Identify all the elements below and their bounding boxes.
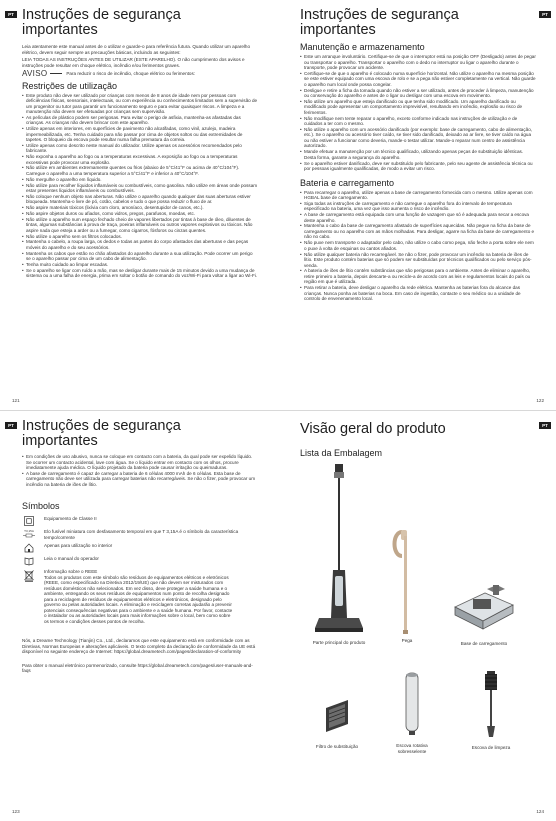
bullet-item: • Para recarregar o aparelho, utilize apenas a base de carregamento fornecida com o mesmo. Utilize apenas com HGBAL base de carregamento. [300, 190, 536, 201]
class-ii-icon [22, 516, 36, 526]
bullet-item: • A bateria de iões de lítio contém substâncias que são perigosas para o ambiente. Antes de eliminar o aparelho, retire primeiro a bateria, depois descarte-a ou recicle-a de acordo com as leis e regulamentos locais do país ou região em que é utilizada. [300, 268, 536, 285]
bullet-item: • Não aspire materiais tóxicos (lixívia com cloro, amoníaco, desentupidor de canos, etc.). [22, 205, 258, 211]
section-heading: Restrições de utilização [22, 80, 118, 91]
symbol-row [22, 556, 258, 566]
bullet-item: • Este produto não deve ser utilizado por crianças com menos de 8 anos de idade nem por pessoas com deficiências físicas, sensoriais, intelectuais, ou com experiência ou conhecimentos limitados sem a supervisão de um progenitor ou tutor para garantir um funcionamento seguro e para evitar quaisquer riscos. A limpeza e a manutenção não devem ser efetuadas por crianças sem supervisão. [22, 93, 258, 115]
bullet-item: • Não exponha o aparelho ao fogo ou a temperaturas excessivas. A exposição ao fogo ou a temperaturas excessivas pode provocar uma explosão. [22, 154, 258, 165]
bullet-item: • Não aspire objetos duros ou afiados, como vidros, pregos, parafusos, moedas, etc. [22, 211, 258, 217]
warning-rule [50, 73, 62, 74]
bullet-list [22, 454, 258, 487]
package-item [300, 458, 378, 646]
bullet-item: • A base de carregamento está equipada com uma função de vazagem que só é adequada para secar a escova deste aparelho. [300, 212, 536, 223]
page-number: 121 [12, 398, 20, 403]
charging-base-icon [449, 581, 519, 637]
page-124 [278, 411, 556, 821]
language-badge: PT [5, 11, 17, 18]
bullet-item: • Em condições de uso abusivo, nunca se coloque em contacto com a bateria, da qual pode ser expelido líquido. Se ocorrer um contacto acidental, lave com água. Se o líquido entrar em contacto com os olhos, procure imediatamente ajuda médica. O líquido projetado da bateria pode causar irritação ou queimaduras. [22, 454, 258, 471]
symbol-row [22, 529, 258, 540]
bullet-item: • Não utilize qualquer bateria não recarregável. Se não o fizer, pode provocar um incêndio na bateria de iões de lítio. Este produto contém baterias que só podem ser substituídas por técnicos qualificados ou pelo serviço pós-venda. [300, 252, 536, 269]
symbol-row [22, 543, 258, 553]
warning-label: AVISO [22, 69, 48, 78]
bullet-list-maintenance [300, 54, 536, 172]
bullet-list [22, 93, 258, 279]
fuse-icon [22, 529, 36, 539]
language-badge: PT [5, 422, 17, 429]
page-122 [278, 0, 556, 410]
replacement-filter-icon [320, 694, 354, 736]
bullet-item: • Para retirar a bateria, deve desligar o aparelho da rede elétrica. Mantenha as baterias fora do alcance das crianças. Nunca ponha as baterias na boca. Em caso de ingestão, contacte o seu médico ou a unidade de controlo de envenenamento local. [300, 285, 536, 302]
page-body [22, 44, 258, 279]
bullet-item: • Se o aparelho se ligar com ruído a mão, mas se desligar durante mais de 15 minutos devido a uma mudança de sistema ou a uma falha de energia, prima em soltar o botão de comando do voz/Wi-Fi para voltar a ligar ao Wi-Fi. [22, 268, 258, 279]
language-badge: PT [539, 422, 551, 429]
bullet-item: • Utilize apenas em interiores, em superfícies de pavimento não alcatifadas, como vinil, azulejo, madeira impermeabilizada, etc. Tenha cuidado para não passar por cima de objetos soltos ou das extremidades de tapetes. O bloqueio da escova pode resultar numa falha prematura da correia. [22, 126, 258, 143]
package-item [382, 669, 442, 754]
bullet-item: • Desligue e retire a ficha da tomada quando não estiver a ser utilizado, antes de proceder à limpeza, manutenção ou conservação do aparelho e antes de o ligar ou desligar com uma escova em movimento. [300, 88, 536, 99]
bullet-item: • Não utilize para recolher líquidos inflamáveis ou combustíveis, como gasolina. Não utilize em áreas onde possam estar presentes líquidos inflamáveis ou combustíveis. [22, 183, 258, 194]
page-body [300, 38, 536, 302]
bullet-item: • Tenha muito cuidado ao limpar escadas. [22, 262, 258, 268]
section-heading: Lista da Embalagem [300, 448, 383, 458]
item-label: Pega [401, 638, 413, 643]
roller-brush-icon [401, 669, 423, 739]
cleaning-brush-icon [481, 667, 501, 741]
warning-text: Para reduzir o risco de incêndio, choque elétrico ou ferimentos: [66, 71, 196, 76]
symbol-description: Elo fusível miniatura com desfasamento temporal em que T 3,15A é o símbolo da característica tempo/corrente [44, 529, 239, 540]
page-123 [0, 411, 278, 821]
bullet-item: • Não coloque nenhum objeto nas aberturas. Não utilize o aparelho quando qualquer das suas aberturas estiver bloqueada. Mantenha-o livre de pó, cotão, cabelos e tudo o que possa reduzir o fluxo de ar. [22, 194, 258, 205]
item-label: Escova rotativa sobresselente [396, 743, 428, 754]
bullet-item: • Não utilize o aparelho sem os filtros colocados. [22, 234, 258, 240]
fuse-rating-label: T3,15A [24, 529, 34, 534]
language-badge: PT [539, 11, 551, 18]
package-item [444, 581, 524, 647]
symbols-heading: Símbolos [22, 501, 60, 512]
bullet-item: • A base de carregamento é capaz de carregar a bateria de 6 células 4000 mAh de 6 células. Esta base de carregamento não deve ser utilizada para carregar baterias não recarregáveis. Se não o fizer, pode provocar um incêndio na bateria de iões de lítio. [22, 471, 258, 488]
symbol-description: Equipamento de Classe II [44, 516, 97, 522]
section-heading-maintenance: Manutenção e armazenamento [300, 42, 425, 52]
intro-paragraph: Leia atentamente este manual antes de o utilizar e guarde-o para referência futura. Quando utilizar um aparelho elétrico, devem seguir sempre as precauções básicas, incluindo as seguintes: [22, 44, 251, 55]
bullet-item: • Siga todas as instruções de carregamento e não carregue o aparelho fora do intervalo de temperatura especificado na bateria, uma vez que isso aumenta o risco de incêndio. [300, 201, 536, 212]
read-manual-icon [22, 556, 36, 566]
package-item [378, 526, 436, 644]
page-title: Instruções de segurança importantes [300, 7, 459, 38]
page-body [22, 454, 258, 676]
bullet-item: • Mande efetuar a manutenção por um técnico qualificado, utilizando apenas peças de substituição idênticas. Desta forma, garante a segurança do aparelho. [300, 149, 536, 160]
symbol-row [22, 569, 258, 624]
bullet-item: • Se o aparelho estiver danificado, deve ser substituído pelo fabricante, pelo seu agente de assistência técnica ou por pessoas igualmente qualificadas, de modo a evitar um risco. [300, 161, 536, 172]
bullet-item: • Não utilize em ambientes extremamente quentes ou frios (abaixo de 5°C/41°F ou acima de 40°C/104°F). Carregue o aparelho a uma temperatura superior a 5°C/41°F e inferior a 40°C/104°F. [22, 165, 258, 176]
symbol-row [22, 516, 258, 526]
item-label: Escova de limpeza [471, 745, 511, 750]
package-item [306, 694, 368, 750]
bullet-item: • Não utilize o aparelho com um acessório danificado (por exemplo: base de carregamento, cabo de alimentação, etc.). Se o aparelho ou acessório tiver caído, se tiver sido danificado, deixado ao ar livre, se tiver caído na água ou não estiver a funcionar como deveria, mande-o testar utilizar. Mande-o reparar num centro de assistência autorizado. [300, 127, 536, 149]
bullet-item: • As películas de plástico podem ser perigosas. Para evitar o perigo de asfixia, mantenha-as afastadas das crianças. As crianças não devem brincar com este aparelho. [22, 115, 258, 126]
page-number: 124 [536, 809, 544, 814]
page-number: 123 [12, 809, 20, 814]
page-title: Instruções de segurança importantes [22, 7, 181, 38]
weee-paragraph: Todos os produtos com este símbolo são resíduos de equipamentos elétricos e eletrónicos (REEE, como especificado na Diretiva 2012/19/UE) que não devem ser misturados com resíduos domésticos não selecionados. Em vez disso, deve proteger a saúde humana e o ambiente, entregando os seus resíduos de equipamentos num ponto de recolha designado para a reciclagem de resíduos de equipamentos elétricos e eletrónicos, designado pelo governo ou pelas autoridades locais. A eliminação e reciclagem corretas ajudarão a prevenir potenciais consequências negativas para o ambiente e a saúde humana. Por favor, contacte o instalador ou as autoridades locais para mais informações sobre o local, bem como sobre os termos e condições desses pontos de recolha. [44, 574, 233, 624]
bullet-item: • Este um arranque involuntário. Certifique-se de que o interruptor está na posição OFF (Desligado) antes de pegar ou transportar o aparelho. Transportar o aparelho com o dedo no interruptor ou ligar o aparelho durante o transporte, pode provocar um acidente. [300, 54, 536, 71]
page-title: Instruções de segurança importantes [22, 418, 181, 449]
bullet-item: • Utilize apenas como descrito neste manual do utilizador. Utilize apenas os acessórios recomendados pelo fabricante. [22, 143, 258, 154]
handle-icon [390, 526, 424, 636]
page-title: Visão geral do produto [300, 421, 446, 437]
item-label: Parte principal do produto [312, 640, 366, 645]
bullet-item: • Não utilize um aparelho que esteja danificado ou que tenha sido modificado. Um aparelho danificado ou modificado pode apresentar um comportamento imprevisível, resultando em incêndio, explosão ou risco de ferimentos. [300, 99, 536, 116]
bullet-item: • Não puxe nem transporte o adaptador pelo cabo, não utilize o cabo como pega, não feche a porta sobre ele nem o puxe à volta de esquinas ou cantos afiados. [300, 240, 536, 251]
intro-paragraph-2: LEIA TODAS AS INSTRUÇÕES ANTES DE UTILIZAR (ESTE APARELHO). O não cumprimento dos avisos e instruções pode resultar em choque elétrico, incêndio e/ou ferimentos graves. [22, 57, 245, 68]
bullet-item: • Mantenha o cabelo, a roupa larga, os dedos e todas as partes do corpo afastados das aberturas e das peças móveis do aparelho e do seu acessórios. [22, 239, 258, 250]
manual-info: Para obter o manual eletrónico pormenorizado, consulte https://global.dreametech.com/pages/user-manuals-and-faqs [22, 662, 253, 674]
package-item [460, 667, 522, 751]
section-heading-battery: Bateria e carregamento [300, 177, 395, 188]
page-number: 122 [536, 398, 544, 403]
bullet-list-battery [300, 190, 536, 302]
indoor-use-icon [22, 543, 36, 553]
bullet-item: • Certifique-se de que o aparelho é colocado numa superfície horizontal. Não utilize o aparelho na mesma posição se este estiver equipado com uma escova de rolo e se a pega não estiver completamente na vertical. Não guarde o aparelho num local onde possa congelar. [300, 71, 536, 88]
bullet-item: • Não utilize o aparelho num espaço fechado cheio de vapores libertados por tintas à base de óleo, diluentes de tintas, algumas substâncias à prova de traça, poeiras inflamáveis ou outros vapores explosivos ou tóxicos. Não aspire nada que esteja a arder ou a fumegar, como cigarros, fósforos ou cinzas quentes. [22, 217, 258, 234]
page-121 [0, 0, 278, 410]
item-label: Base de carregamento [460, 641, 508, 646]
weee-bin-icon [22, 569, 36, 583]
bullet-item: • Mantenha o cabo da base de carregamento afastado de superfícies aquecidas. Não pegue na ficha da base de carregamento ou no aparelho com as mãos molhadas. Para desligar, agarre na ficha da base de carregamento e não no cabo. [300, 223, 536, 240]
bullet-item: • Mantenha os cabos que estão no chão afastados do aparelho durante a sua utilização. Pode ocorrer um perigo se o aparelho passar por cima de um cabo de alimentação. [22, 251, 258, 262]
symbol-description: Apenas para utilização no interior [44, 543, 113, 549]
bullet-item: • Não mergulhe o aparelho em líquido. [22, 177, 258, 183]
bullet-item: • Não modifique nem tente reparar o aparelho, exceto conforme indicado nas instruções de utilização e de cuidados a ter com o mesmo. [300, 116, 536, 127]
item-label: Filtro de substituição [315, 744, 359, 749]
main-unit-icon [309, 458, 369, 638]
conformity-declaration: Nós, a Dreame Technology (Tianjin) Co., Ltd., declaramos que este equipamento está em conformidade com as Diretivas, Normas Europeias e alterações aplicáveis. O texto completo da declaração de conformidade da UE está disponível no seguinte endereço de Internet: https://global.dreametech.com/pages/declaration-of-conformity [22, 638, 256, 655]
weee-heading: Informação sobre o REEE [44, 569, 98, 575]
warning-banner [22, 71, 258, 77]
symbol-description [44, 569, 234, 624]
symbol-description: Leia o manual do operador [44, 556, 99, 562]
